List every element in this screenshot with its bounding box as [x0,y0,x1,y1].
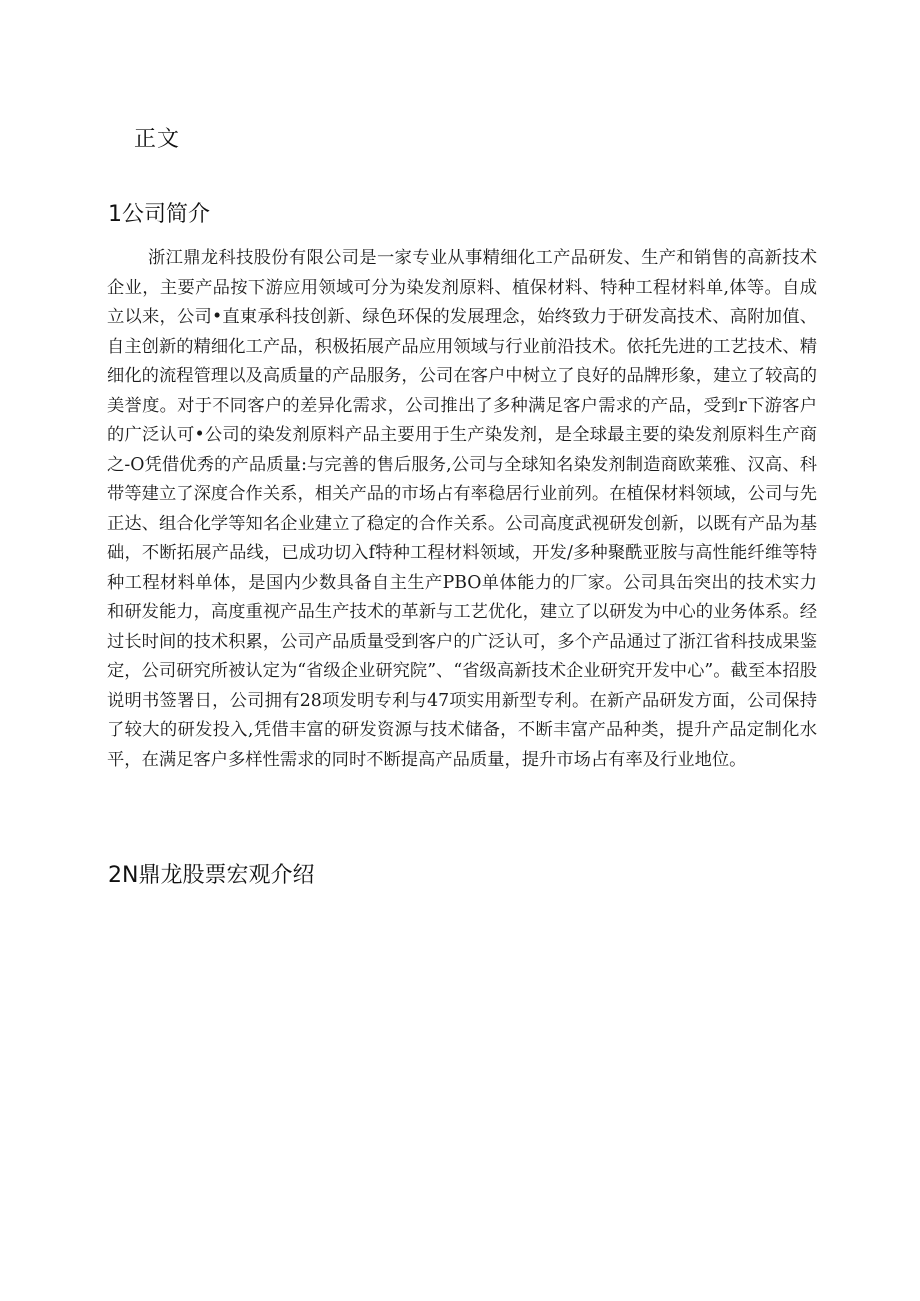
section-title-stock-overview: 2N鼎龙股票宏观介绍 [108,863,315,888]
company-intro-paragraph: 浙江鼎龙科技股份有限公司是一家专业从事精细化工产品研发、生产和销售的高新技术企业，主要产品按下游应用领域可分为染发剂原料、植保材料、特种工程材料单,体等。自成立以来，公司•直東承科技创新、绿色环保的发展理念，始终致力于研发高技术、高附加值、自主创新的精细化工产品，积极拓展产品应用领域与行业前沿技术。依托先进的工艺技术、精细化的流程管理以及高质量的产品服务，公司在客户中树立了良好的品牌形象，建立了较高的美誉度。对于不同客户的差异化需求，公司推出了多种满足客户需求的产品，受到r下游客户的广泛认可•公司的染发剂原料产品主要用于生产染发剂，是全球最主要的染发剂原料生产商之-O凭借优秀的产品质量:与完善的售后服务,公司与全球知名染发剂制造商欧莱雅、汉高、科带等建立了深度合作关系，相关产品的市场占有率稳居行业前列。在植保材料领域，公司与先正达、组合化学等知名企业建立了稳定的合作关系。公司高度武视研发创新，以既有产品为基础，不断拓展产品线，已成功切入f特种工程材料领域，开发/多种聚酰亚胺与高性能纤维等特种工程材料单体，是国内少数具备自主生产PBO单体能力的厂家。公司具缶突出的技术实力和研发能力，高度重视产品生产技术的革新与工艺优化，建立了以研发为中心的业务体系。经过长时间的技术积累，公司产品质量受到客户的广泛认可，多个产品通过了浙江省科技成果鉴定，公司研究所被认定为“省级企业研究院”、“省级高新技术企业研究开发中心”。截至本招股说明书签署日，公司拥有28项发明专利与47项实用新型专利。在新产品研发方面，公司保持了较大的研发投入,凭借丰富的研发资源与技术储备，不断丰富产品种类，提升产品定制化水平，在满足客户多样性需求的同时不断提高产品质量，提升市场占有率及行业地位。 [107,248,817,770]
main-heading: 正文 [134,127,181,152]
section-title-company-intro: 1公司简介 [108,202,210,227]
